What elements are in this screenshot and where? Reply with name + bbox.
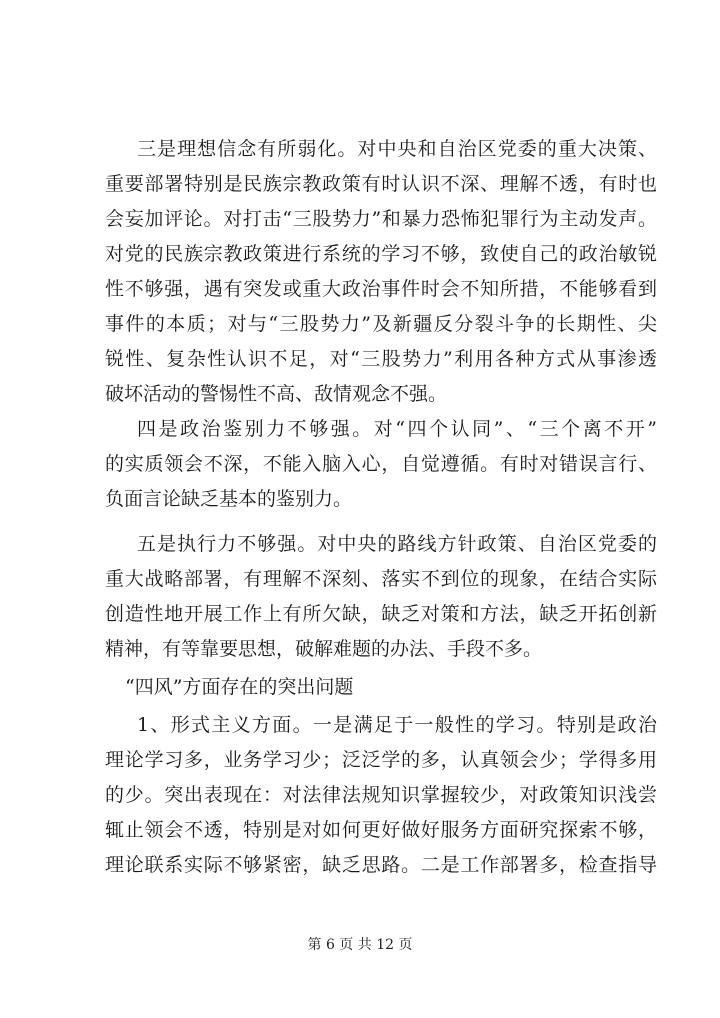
text-line: 事件的本质；对与“三股势力”及新疆反分裂斗争的长期性、尖 [105,313,657,335]
text-line: 三是理想信念有所弱化。对中央和自治区党委的重大决策、 [137,138,657,160]
text-line: 精神，有等靠要思想，破解难题的办法、手段不多。 [105,638,543,660]
text-line: 重大战略部署，有理解不深刻、落实不到位的现象，在结合实际 [105,568,657,590]
text-line: 创造性地开展工作上有所欠缺，缺乏对策和方法，缺乏开拓创新 [105,603,657,625]
section-heading-text: “四风”方面存在的突出问题 [125,676,354,698]
text-line: 破坏活动的警惕性不高、敌情观念不强。 [105,383,448,405]
paragraph-formalism [105,708,657,883]
text-line: 负面言论缺乏基本的鉴别力。 [105,488,353,510]
text-line: 重要部署特别是民族宗教政策有时认识不深、理解不透，有时也 [105,173,657,195]
text-line: 锐性、复杂性认识不足，对“三股势力”利用各种方式从事渗透 [105,348,657,370]
paragraph-execution [105,527,657,667]
text-line: 的实质领会不深，不能入脑入心，自觉遵循。有时对错误言行、 [105,453,657,475]
section-heading [105,670,657,705]
page-number-footer: 第 6 页 共 12 页 [307,937,413,953]
text-line: 理论学习多，业务学习少；泛泛学的多，认真领会少；学得多用 [105,749,657,771]
text-line: 五是执行力不够强。对中央的路线方针政策、自治区党委的 [137,533,657,555]
text-line: 对党的民族宗教政策进行系统的学习不够，致使自己的政治敏锐 [105,243,657,265]
text-line: 四是政治鉴别力不够强。对“四个认同”、“三个离不开” [137,418,657,440]
text-line: 会妄加评论。对打击“三股势力”和暴力恐怖犯罪行为主动发声。 [105,208,657,230]
document-body [105,132,657,883]
text-line: 辄止领会不透，特别是对如何更好做好服务方面研究探索不够， [105,819,657,841]
text-line: 1、形式主义方面。一是满足于一般性的学习。特别是政治 [137,714,657,736]
paragraph-ideals [105,132,657,412]
paragraph-political-discernment [105,412,657,517]
text-line: 理论联系实际不够紧密，缺乏思路。二是工作部署多，检查指导 [105,854,657,876]
text-line: 的少。突出表现在：对法律法规知识掌握较少，对政策知识浅尝 [105,784,657,806]
text-line: 性不够强，遇有突发或重大政治事件时会不知所措，不能够看到 [105,278,657,300]
